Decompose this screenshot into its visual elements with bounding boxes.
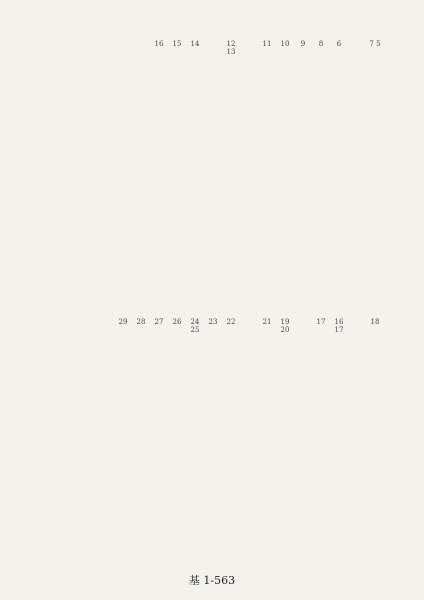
text-column	[74, 330, 87, 560]
text-column	[108, 330, 121, 560]
text-column	[268, 330, 281, 560]
text-column	[318, 330, 331, 560]
text-column	[141, 330, 154, 560]
text-column	[314, 52, 328, 292]
text-column	[185, 52, 199, 292]
text-column	[95, 52, 109, 292]
text-column	[335, 330, 348, 560]
verse-number: 8	[318, 40, 324, 48]
text-column	[131, 52, 145, 292]
text-column	[91, 330, 104, 560]
text-column	[284, 330, 297, 560]
verse-number: 28	[136, 318, 146, 326]
text-column	[40, 330, 53, 560]
footnote-column	[46, 52, 55, 292]
text-column	[332, 52, 346, 292]
text-column	[369, 330, 382, 560]
verse-number: 21	[262, 318, 272, 326]
verse-number: 9	[300, 40, 306, 48]
text-column	[167, 52, 181, 292]
text-column	[234, 330, 247, 560]
text-column	[352, 330, 365, 560]
verse-number: 27	[154, 318, 164, 326]
verse-number: 19 20	[280, 318, 290, 334]
text-column	[301, 330, 314, 560]
footnote-column	[209, 330, 217, 560]
verse-number: 29	[118, 318, 128, 326]
footnote-column	[216, 52, 225, 292]
bottom-text-tier	[40, 330, 382, 560]
verse-number: 22	[226, 318, 236, 326]
text-column	[57, 330, 70, 560]
text-column	[278, 52, 292, 292]
text-column	[296, 52, 310, 292]
text-column	[350, 52, 364, 292]
verse-number: 10	[280, 40, 290, 48]
verse-number: 16	[154, 40, 164, 48]
text-column	[251, 330, 264, 560]
verse-number: 6	[336, 40, 342, 48]
text-column	[175, 330, 188, 560]
verse-number: 23	[208, 318, 218, 326]
footnote-column	[229, 52, 238, 292]
verse-number: 16 17	[334, 318, 344, 334]
text-column	[242, 52, 256, 292]
verse-number: 11	[262, 40, 272, 48]
page-number: 基 1-563	[188, 574, 236, 587]
text-column	[149, 52, 163, 292]
verse-number: 24 25	[190, 318, 200, 334]
top-text-tier	[40, 52, 382, 292]
verse-number: 14	[190, 40, 200, 48]
verse-number: 15	[172, 40, 182, 48]
verse-number: 17	[316, 318, 326, 326]
text-column	[260, 52, 274, 292]
verse-number: 26	[172, 318, 182, 326]
text-column	[368, 52, 382, 292]
text-column	[125, 330, 138, 560]
verse-number: 7 5	[369, 40, 381, 48]
verse-number: 12 13	[226, 40, 236, 56]
verse-number: 18	[370, 318, 380, 326]
footnote-column	[203, 52, 212, 292]
text-column	[158, 330, 171, 560]
text-column	[192, 330, 205, 560]
text-column	[59, 52, 73, 292]
text-column	[77, 52, 91, 292]
footnote-column	[221, 330, 229, 560]
text-column	[113, 52, 127, 292]
